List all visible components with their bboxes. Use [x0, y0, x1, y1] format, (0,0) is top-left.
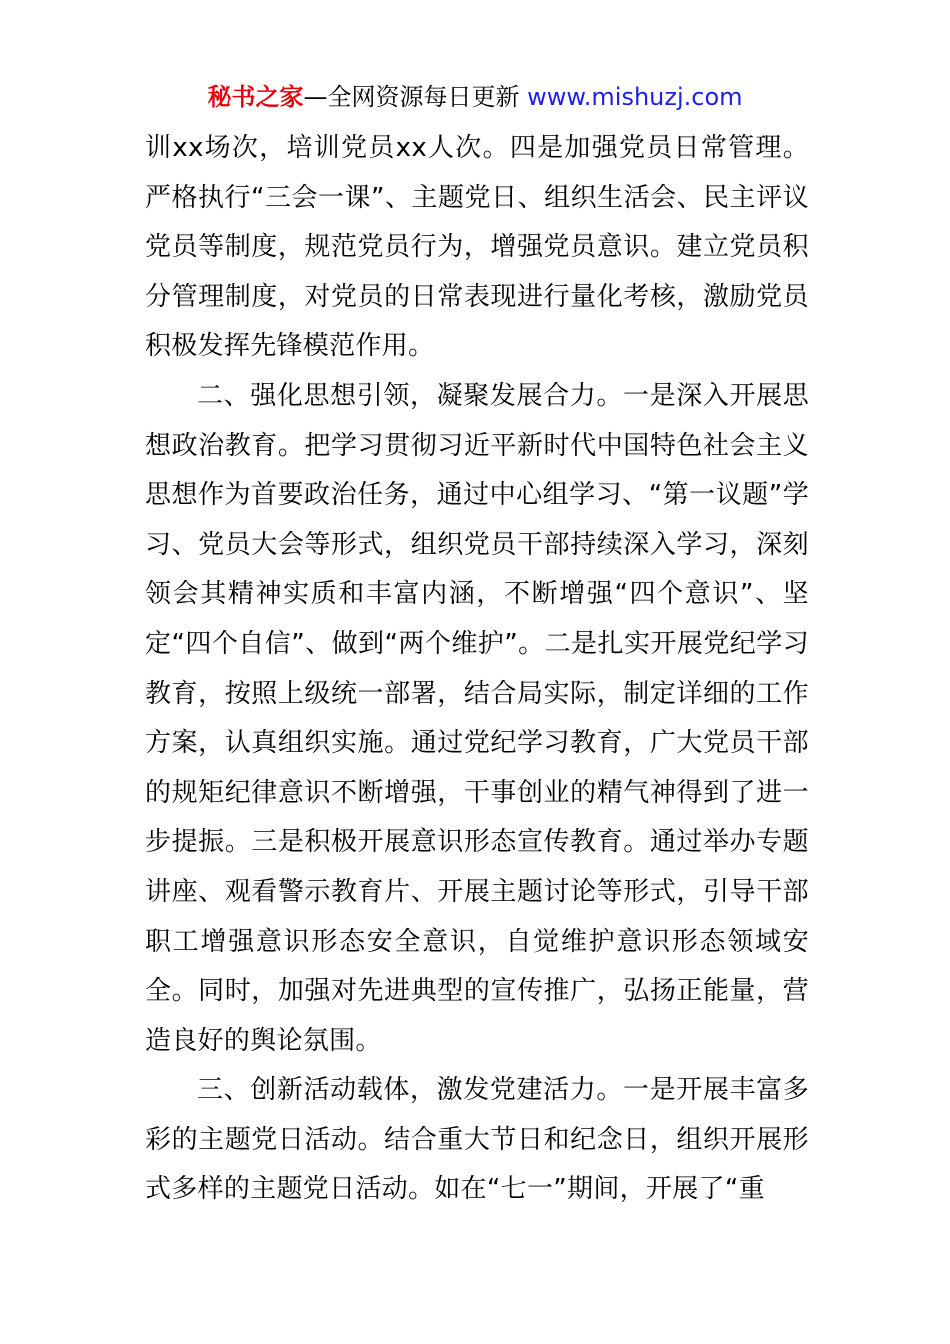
paragraph-continuation: 训xx场次，培训党员xx人次。四是加强党员日常管理。严格执行“三会一课”、主题党日、组织生活会、民主评议党员等制度，规范党员行为，增强党员意识。建立党员积分管理制度，对党员的日常表现进行量化考核，激励党员积极发挥先锋模范作用。: [145, 133, 809, 362]
header-url-link[interactable]: www.mishuzj.com: [527, 83, 743, 111]
page-header: [0, 80, 950, 114]
paragraph-section-three: 三、创新活动载体，激发党建活力。一是开展丰富多彩的主题党日活动。结合重大节日和纪念日，组织开展形式多样的主题党日活动。如在“七一”期间，开展了“重: [145, 1075, 809, 1205]
header-brand: 秘书之家: [207, 83, 304, 111]
document-body: [145, 124, 809, 1215]
header-tagline: —全网资源每日更新: [303, 83, 520, 111]
paragraph-section-two: 二、强化思想引领，凝聚发展合力。一是深入开展思想政治教育。把学习贯彻习近平新时代中国特色社会主义思想作为首要政治任务，通过中心组学习、“第一议题”学习、党员大会等形式，组织党员干部持续深入学习，深刻领会其精神实质和丰富内涵，不断增强“四个意识”、坚定“四个自信”、做到“两个维护”。二是扎实开展党纪学习教育，按照上级统一部署，结合局实际，制定详细的工作方案，认真组织实施。通过党纪学习教育，广大党员干部的规矩纪律意识不断增强，干事创业的精气神得到了进一步提振。三是积极开展意识形态宣传教育。通过举办专题讲座、观看警示教育片、开展主题讨论等形式，引导干部职工增强意识形态安全意识，自觉维护意识形态领域安全。同时，加强对先进典型的宣传推广，弘扬正能量，营造良好的舆论氛围。: [145, 380, 809, 1056]
